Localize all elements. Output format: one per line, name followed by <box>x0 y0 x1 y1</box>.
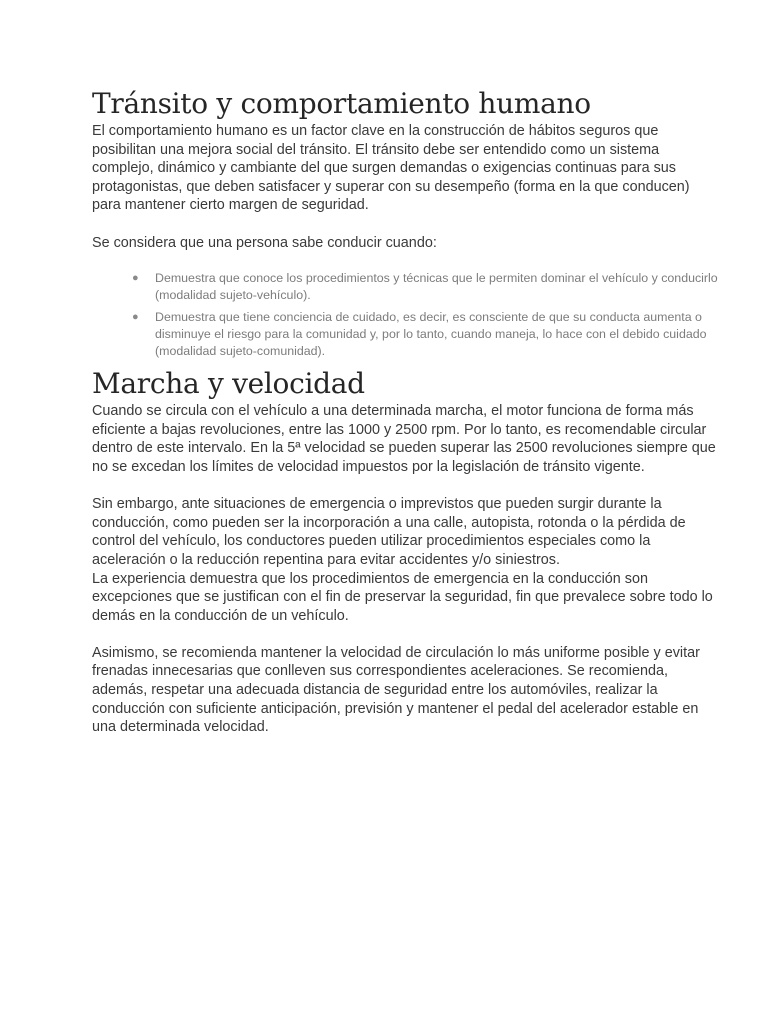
section-1-paragraph: El comportamiento humano es un factor clave en la construcción de hábitos seguros que posibilitan una mejora social del tránsito. El tránsito debe ser entendido como un sistema complejo, dinámico y cambiante del que surgen demandas o exigencias continuas para sus protagonistas, que deben satisfacer y superar con su desempeño (forma en la que conducen) para mantener cierto margen de seguridad. <box>92 123 690 214</box>
document-page <box>92 86 720 737</box>
section-2-paragraph-1: Cuando se circula con el vehículo a una determinada marcha, el motor funciona de forma más eficiente a bajas revoluciones, entre las 1000 y 2500 rpm. Por lo tanto, es recomendable circular dentro de este intervalo. En la 5ª velocidad se pueden superar las 2500 revoluciones siempre que no se excedan los límites de velocidad impuestos por la legislación de tránsito vigente. <box>92 403 716 475</box>
section-2-paragraph-2: Sin embargo, ante situaciones de emergencia o imprevistos que pueden surgir durante la conducción, como pueden ser la incorporación a una calle, autopista, rotonda o la pérdida de control del vehículo, los conductores pueden utilizar procedimientos especiales como la aceleración o la reducción repentina para evitar accidentes y/o siniestros. <box>92 496 686 568</box>
bullet-icon: ● <box>132 311 139 324</box>
paragraph-gap <box>92 477 720 496</box>
section-1-title: Tránsito y comportamiento humano <box>92 87 591 120</box>
paragraph-gap <box>92 625 720 644</box>
paragraph-gap <box>92 215 720 234</box>
section-1-intro: Se considera que una persona sabe conducir cuando: <box>92 234 437 251</box>
section-2-title: Marcha y velocidad <box>92 367 365 401</box>
bullet-icon: ● <box>132 272 139 285</box>
bullet-list <box>92 270 720 360</box>
list-item-text: Demuestra que conoce los procedimientos y técnicas que le permiten dominar el vehículo y conducirlo (modalidad sujeto-vehículo). <box>155 271 718 303</box>
list-item-text: Demuestra que tiene conciencia de cuidado, es decir, es consciente de que su conducta aumenta o disminuye el riesgo para la comunidad y, por lo tanto, cuando maneja, lo hace con el debido cuidado (modalidad sujeto-comunidad). <box>155 310 707 359</box>
list-item <box>132 270 720 304</box>
list-item <box>132 309 720 360</box>
section-2-paragraph-3: La experiencia demuestra que los procedimientos de emergencia en la conducción son excepciones que se justifican con el fin de preservar la seguridad, fin que prevalece sobre todo lo demás en la conducción de un vehículo. <box>92 570 713 624</box>
section-2-paragraph-4: Asimismo, se recomienda mantener la velocidad de circulación lo más uniforme posible y evitar frenadas innecesarias que conlleven sus correspondientes aceleraciones. Se recomienda, además, respetar una adecuada distancia de seguridad entre los automóviles, realizar la conducción con suficiente anticipación, previsión y mantener el pedal del acelerador estable en una determinada velocidad. <box>92 644 700 736</box>
